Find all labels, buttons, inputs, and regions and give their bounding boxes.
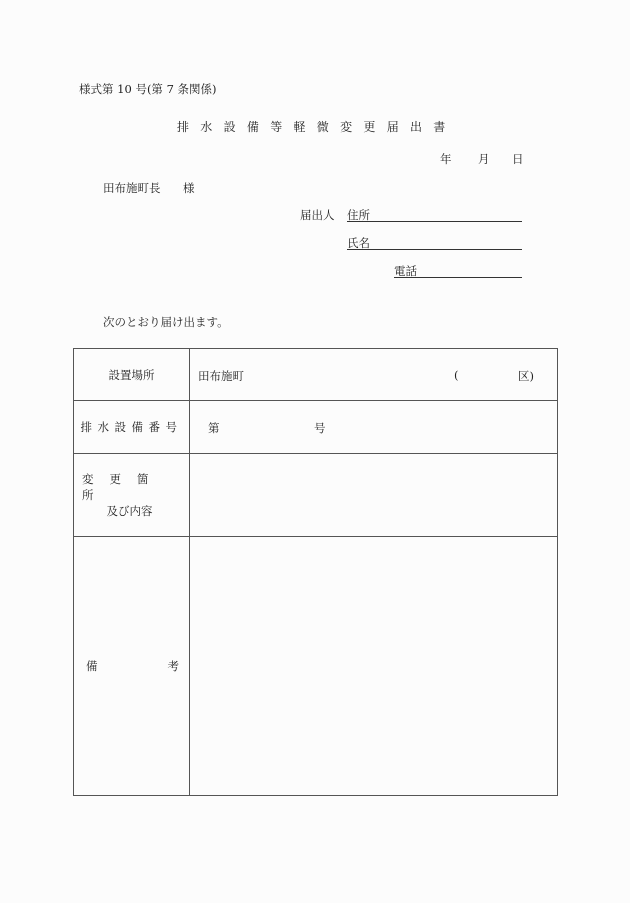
notifier-label: 届出人 [300, 208, 335, 222]
location-value-cell[interactable] [190, 349, 558, 401]
table-row-facility-number [74, 401, 558, 454]
remarks-label-right: 考 [167, 659, 179, 673]
date-month-label: 月 [478, 152, 490, 166]
table-row-remarks [74, 537, 558, 796]
form-number: 様式第 10 号(第 7 条関係) [79, 82, 217, 96]
location-district-label: 区) [518, 369, 534, 383]
table-row-change [74, 454, 558, 537]
name-field[interactable] [347, 235, 522, 250]
facility-number-label: 排水設備番号 [80, 420, 183, 434]
change-label-line2: 及び内容 [106, 504, 153, 518]
remarks-label-left: 備 [86, 659, 98, 673]
addressee-honorific: 様 [183, 181, 195, 195]
change-label-cell [74, 454, 190, 537]
address-field[interactable] [347, 207, 522, 222]
addressee-name: 田布施町長 [103, 181, 161, 195]
remarks-label-cell [74, 537, 190, 796]
location-label: 設置場所 [108, 367, 155, 382]
facility-number-suffix: 号 [314, 421, 326, 435]
location-paren-open: ( [454, 368, 459, 382]
date-day-label: 日 [512, 152, 524, 166]
change-value-cell[interactable] [190, 454, 558, 537]
document-title: 排水設備等軽微変更届出書 [177, 120, 457, 134]
change-label-line1: 変更箇所 [82, 472, 165, 502]
facility-number-value-cell[interactable] [190, 401, 558, 454]
table-row-location [74, 349, 558, 401]
phone-field[interactable] [394, 263, 522, 278]
location-label-cell [74, 349, 190, 401]
facility-number-prefix: 第 [208, 421, 220, 435]
address-label: 住所 [347, 208, 370, 222]
intro-text: 次のとおり届け出ます。 [103, 315, 229, 329]
notification-table [73, 348, 558, 796]
phone-label: 電話 [394, 264, 417, 278]
name-label: 氏名 [347, 236, 370, 250]
remarks-value-cell[interactable] [190, 537, 558, 796]
facility-number-label-cell [74, 401, 190, 454]
date-year-label: 年 [440, 152, 452, 166]
location-town: 田布施町 [198, 369, 244, 383]
